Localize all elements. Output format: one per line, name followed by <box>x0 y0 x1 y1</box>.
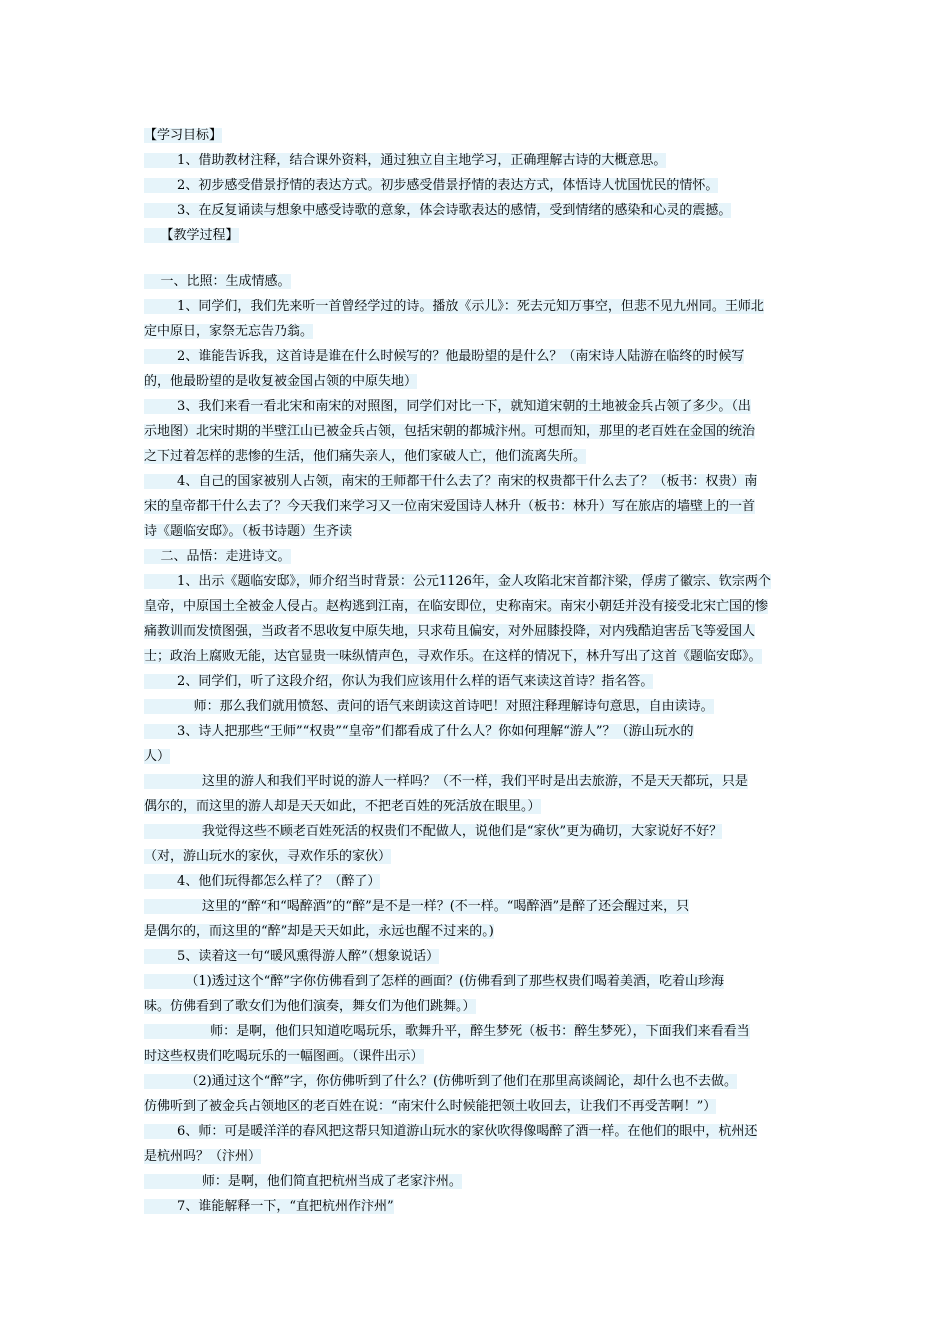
text-line-content: 3、诗人把那些“王师”“权贵”“皇帝”们都看成了什么人？你如何理解“游人”？（游山玩水的 <box>144 724 694 739</box>
text-line <box>144 844 808 869</box>
text-line <box>144 569 808 594</box>
text-line <box>144 644 808 669</box>
text-line <box>144 544 808 569</box>
text-line-content: 的，他最盼望的是收复被金国占领的中原失地） <box>144 374 418 389</box>
text-line-content: 二、品悟：走进诗文。 <box>144 549 291 564</box>
text-line-content: 这里的游人和我们平时说的游人一样吗？（不一样，我们平时是出去旅游，不是天天都玩，只是 <box>144 774 748 789</box>
text-line <box>144 669 808 694</box>
text-line <box>144 619 808 644</box>
text-line-content: 4、他们玩得都怎么样了？（醉了） <box>144 874 381 889</box>
text-line-content: （对，游山玩水的家伙，寻欢作乐的家伙） <box>144 849 392 864</box>
text-line-content: 这里的“醉“和“喝醉酒”的“醉”是不是一样？(不一样。“喝醉酒”是醉了还会醒过来，只 <box>144 899 690 914</box>
text-line <box>144 319 808 344</box>
text-line <box>144 919 808 944</box>
text-line-content: 2、谁能告诉我，这首诗是谁在什么时候写的？他最盼望的是什么？（南宋诗人陆游在临终的时候写 <box>144 349 745 364</box>
text-line <box>144 494 808 519</box>
text-line <box>144 519 808 544</box>
text-line <box>144 1119 808 1144</box>
text-line-content: 是杭州吗？（汴州） <box>144 1149 262 1164</box>
text-line-content: 【学习目标】 <box>144 128 223 143</box>
text-line-content: 3、在反复诵读与想象中感受诗歌的意象，体会诗歌表达的感情，受到情绪的感染和心灵的震撼。 <box>144 203 732 218</box>
text-line <box>144 369 808 394</box>
text-line-content: 之下过着怎样的悲惨的生活，他们痛失亲人，他们家破人亡，他们流离失所。 <box>144 449 587 464</box>
text-line <box>144 819 808 844</box>
text-line-content: 一、比照：生成情感。 <box>144 274 291 289</box>
text-line <box>144 1094 808 1119</box>
text-line <box>144 869 808 894</box>
text-line-content: 师：是啊，他们只知道吃喝玩乐，歌舞升平，醉生梦死（板书：醉生梦死），下面我们来看看当 <box>144 1024 750 1039</box>
blank-line <box>144 248 808 269</box>
text-line-content: 1、借助教材注释，结合课外资料，通过独立自主地学习，正确理解古诗的大概意思。 <box>144 153 667 168</box>
text-line <box>144 794 808 819</box>
text-line-content: 1、出示《题临安邸》，师介绍当时背景：公元1126年，金人攻陷北宋首都汴梁，俘虏了徽宗、钦宗两个 <box>144 574 771 589</box>
text-line-content: 我觉得这些不顾老百姓死活的权贵们不配做人，说他们是“家伙”更为确切，大家说好不好？ <box>144 824 723 839</box>
text-line-content: 诗《题临安邸》。（板书诗题）生齐读 <box>144 524 353 539</box>
text-line-content: （1)透过这个“醉”字你仿佛看到了怎样的画面？(仿佛看到了那些权贵们喝着美酒，吃着山珍海 <box>144 974 725 989</box>
text-line-content: 士；政治上腐败无能，达官显贵一味纵情声色，寻欢作乐。在这样的情况下，林升写出了这首《题临安邸》。 <box>144 649 762 664</box>
text-line-content: 6、师：可是暖洋洋的春风把这帮只知道游山玩水的家伙吹得像喝醉了酒一样。在他们的眼中，杭州还 <box>144 1124 758 1139</box>
text-line <box>144 148 808 173</box>
text-line-content: 7、谁能解释一下，“直把杭州作汴州” <box>144 1199 394 1214</box>
text-line-content: （2)通过这个“醉”字，你仿佛听到了什么？(仿佛听到了他们在那里高谈阔论，却什么也不去做。 <box>144 1074 738 1089</box>
text-line <box>144 1044 808 1069</box>
text-line <box>144 894 808 919</box>
text-line <box>144 969 808 994</box>
text-line-content: 偶尔的，而这里的游人却是天天如此，不把老百姓的死活放在眼里。） <box>144 799 541 814</box>
text-line-content: 定中原日，家祭无忘告乃翁。 <box>144 324 314 339</box>
text-line-content: 5、读着这一句“暖风熏得游人醉”（想象说话） <box>144 949 440 964</box>
text-line-content: 1、同学们，我们先来听一首曾经学过的诗。播放《示儿》：死去元知万事空，但悲不见九州同。王师北 <box>144 299 764 314</box>
text-line <box>144 1069 808 1094</box>
text-line <box>144 444 808 469</box>
section-heading <box>144 123 808 148</box>
text-line <box>144 173 808 198</box>
text-line-content: 人） <box>144 749 171 764</box>
text-line <box>144 1169 808 1194</box>
lesson-plan-text <box>144 123 808 1219</box>
text-line <box>144 694 808 719</box>
text-line <box>144 1144 808 1169</box>
text-line <box>144 394 808 419</box>
text-line <box>144 1194 808 1219</box>
text-line <box>144 769 808 794</box>
text-line <box>144 269 808 294</box>
text-line-content: 是偶尔的，而这里的“醉”却是天天如此，永远也醒不过来的。) <box>144 924 494 939</box>
text-line-content: 示地图）北宋时期的半壁江山已被金兵占领，包括宋朝的都城汴州。可想而知，那里的老百姓在金国的统治 <box>144 424 756 439</box>
text-line-content: 时这些权贵们吃喝玩乐的一幅图画。（课件出示） <box>144 1049 424 1064</box>
text-line <box>144 994 808 1019</box>
text-line-content: 仿佛听到了被金兵占领地区的老百姓在说：“南宋什么时候能把领土收回去，让我们不再受苦啊！”） <box>144 1099 717 1114</box>
text-line <box>144 294 808 319</box>
text-line-content: 4、自己的国家被别人占领，南宋的王师都干什么去了？南宋的权贵都干什么去了？（板书：权贵）南 <box>144 474 758 489</box>
text-line <box>144 744 808 769</box>
text-line-content: 2、同学们，听了这段介绍，你认为我们应该用什么样的语气来读这首诗？指名答。 <box>144 674 654 689</box>
text-line-content: 味。仿佛看到了歌女们为他们演奏，舞女们为他们跳舞。） <box>144 999 476 1014</box>
text-line <box>144 719 808 744</box>
text-line-content: 痛教训而发愤图强，当政者不思收复中原失地，只求苟且偏安，对外屈膝投降，对内残酷迫害岳飞等爱国人 <box>144 624 756 639</box>
text-line-content: 皇帝，中原国土全被金人侵占。赵构逃到江南，在临安即位，史称南宋。南宋小朝廷并没有接受北宋亡国的惨 <box>144 599 769 614</box>
text-line-content: 师：是啊，他们简直把杭州当成了老家汴州。 <box>144 1174 462 1189</box>
text-line <box>144 419 808 444</box>
text-line-content: 【教学过程】 <box>144 228 239 243</box>
text-line <box>144 1019 808 1044</box>
text-line <box>144 944 808 969</box>
text-line <box>144 198 808 223</box>
text-line <box>144 223 808 248</box>
text-line <box>144 594 808 619</box>
text-line-content: 3、我们来看一看北宋和南宋的对照图，同学们对比一下，就知道宋朝的土地被金兵占领了多少。（出 <box>144 399 751 414</box>
text-line-content: 师：那么我们就用愤怒、责问的语气来朗读这首诗吧！对照注释理解诗句意思，自由读诗。 <box>144 699 714 714</box>
text-line <box>144 344 808 369</box>
text-line-content: 2、初步感受借景抒情的表达方式。初步感受借景抒情的表达方式，体悟诗人忧国忧民的情怀。 <box>144 178 719 193</box>
text-line <box>144 469 808 494</box>
text-line-content: 宋的皇帝都干什么去了？今天我们来学习又一位南宋爱国诗人林升（板书：林升）写在旅店的墙壁上的一首 <box>144 499 756 514</box>
